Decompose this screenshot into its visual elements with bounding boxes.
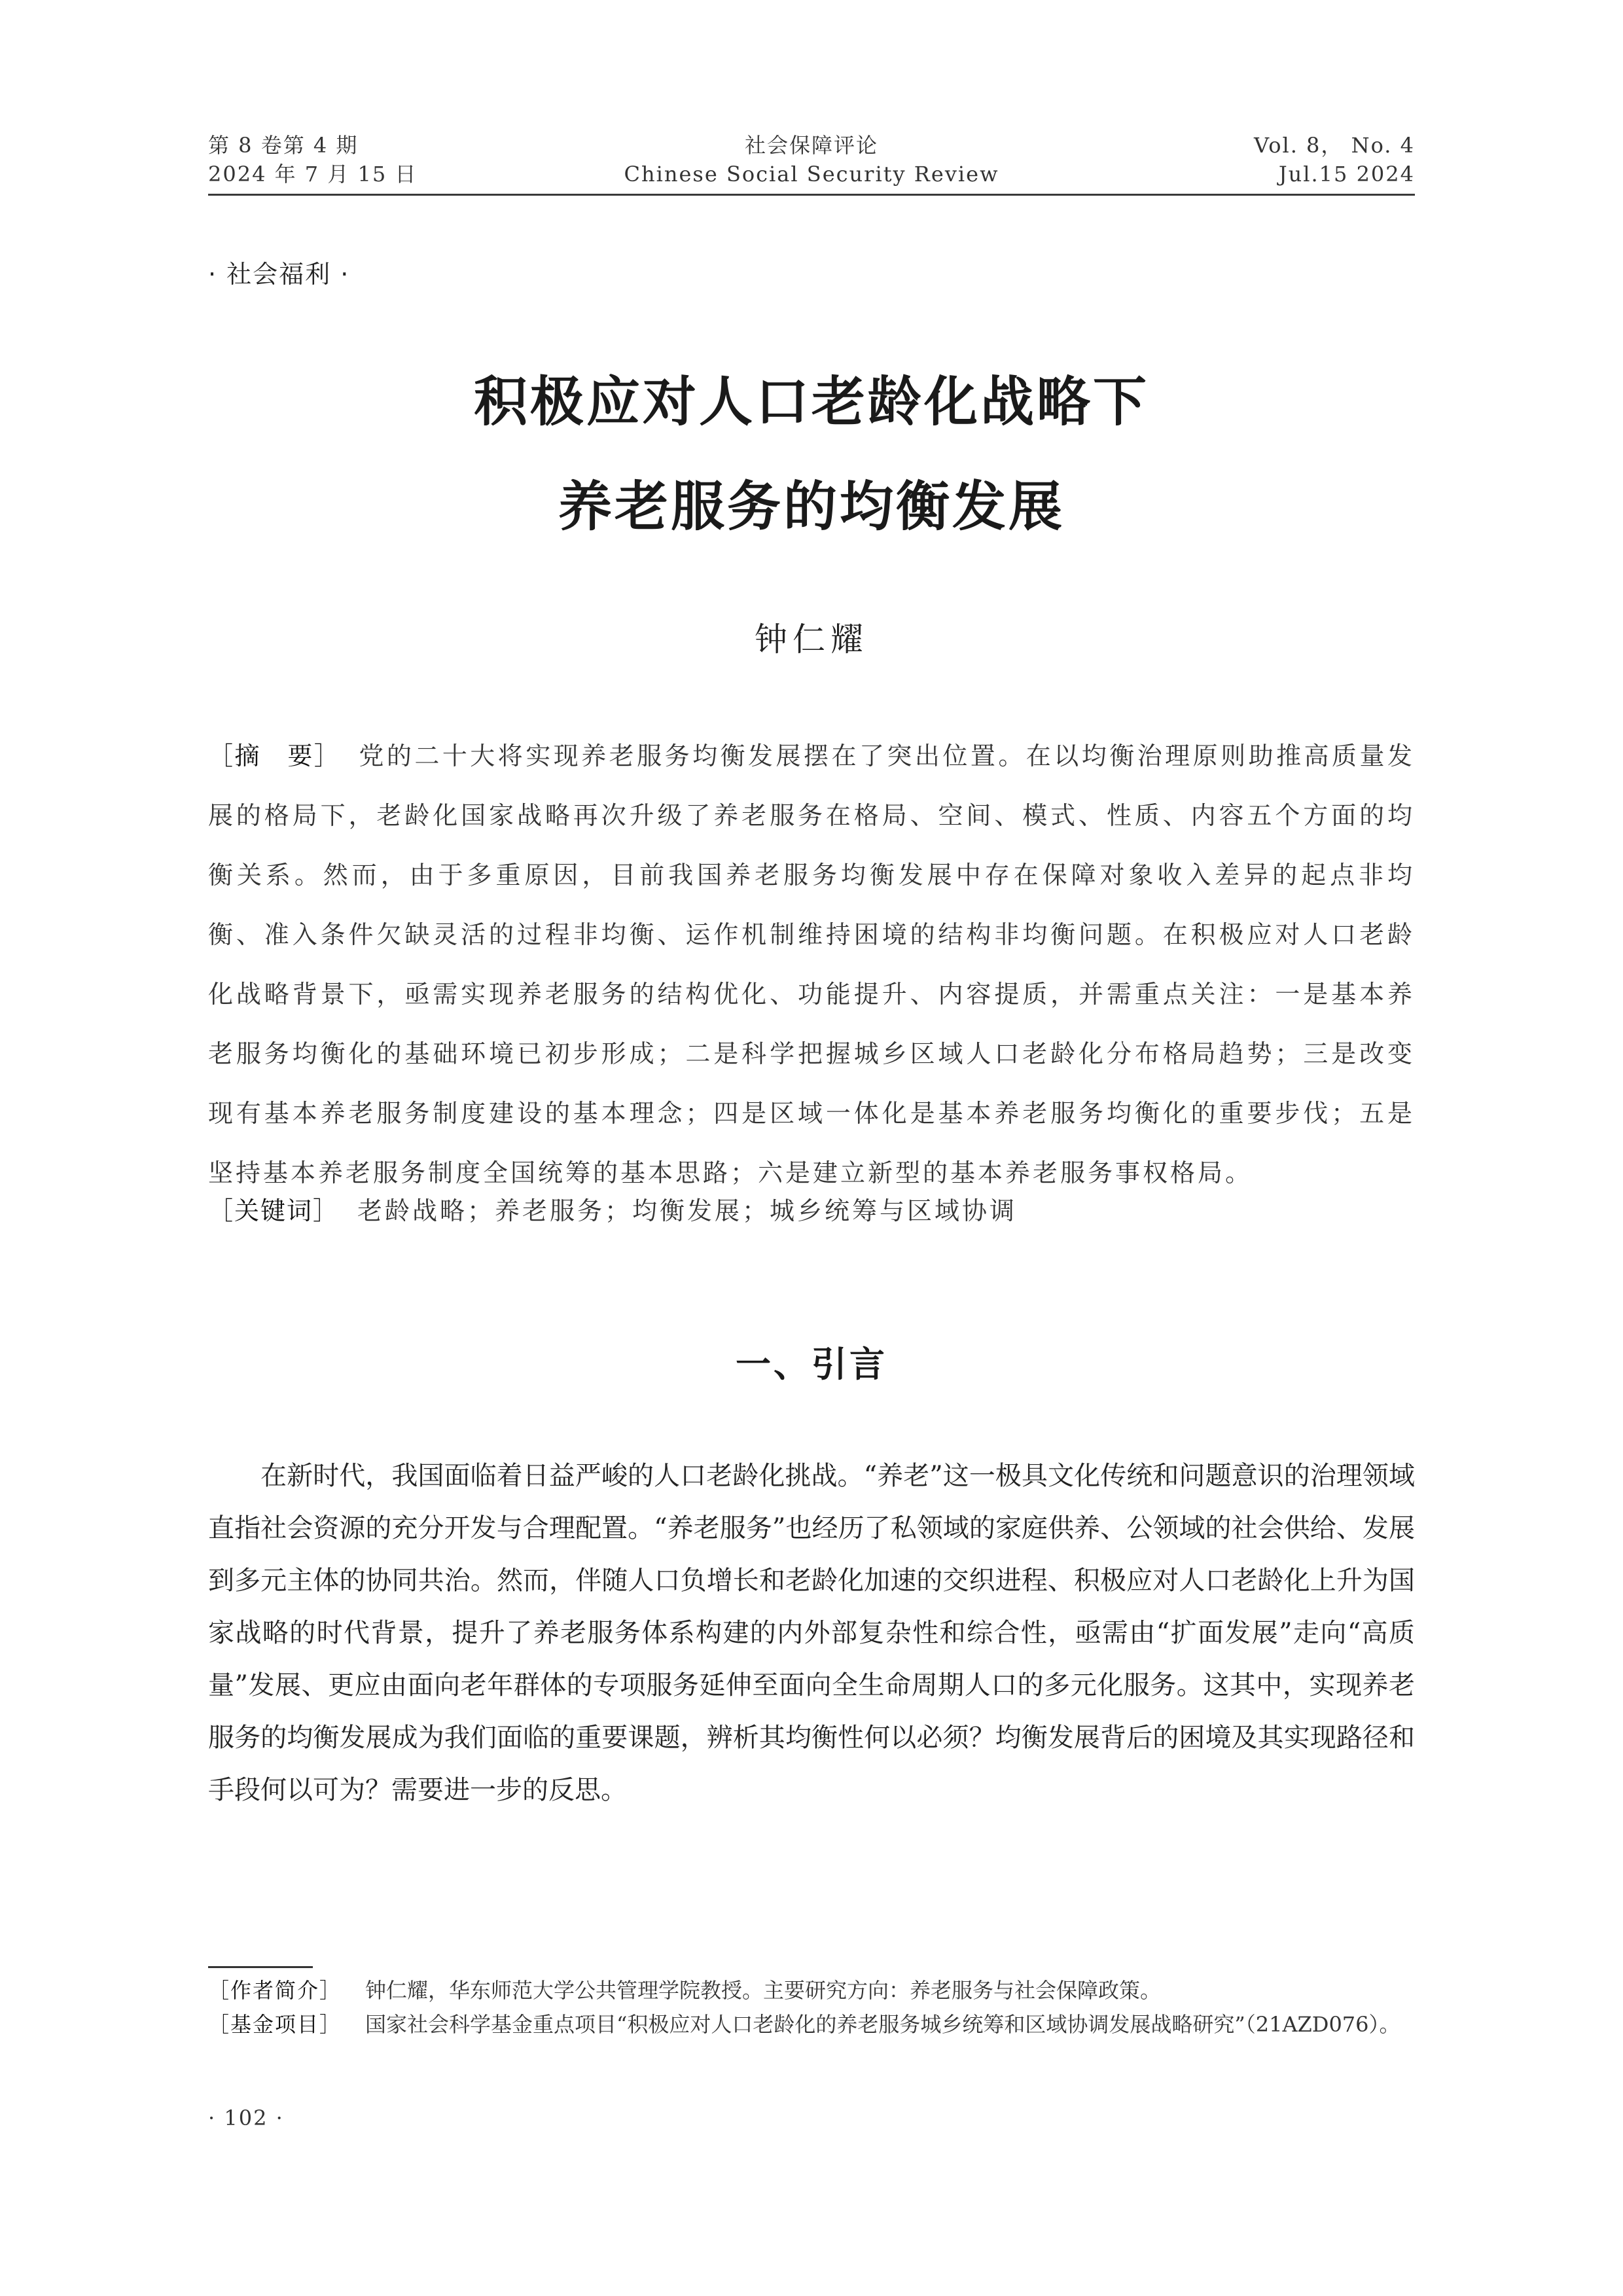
footnote-author-bio	[208, 1977, 1415, 2004]
footnote-rule	[208, 1966, 313, 1968]
keywords	[208, 1188, 1415, 1234]
abstract-text: 党的二十大将实现养老服务均衡发展摆在了突出位置。在以均衡治理原则助推高质量发展的格局下，老龄化国家战略再次升级了养老服务在格局、空间、模式、性质、内容五个方面的均衡关系。然而，由于多重原因，目前我国养老服务均衡发展中存在保障对象收入差异的起点非均衡、准入条件欠缺灵活的过程非均衡、运作机制维持困境的结构非均衡问题。在积极应对人口老龄化战略背景下，亟需实现养老服务的结构优化、功能提升、内容提质，并需重点关注：一是基本养老服务均衡化的基础环境已初步形成；二是科学把握城乡区域人口老龄化分布格局趋势；三是改变现有基本养老服务制度建设的基本理念；四是区域一体化是基本养老服务均衡化的重要步伐；五是坚持基本养老服务制度全国统筹的基本思路；六是建立新型的基本养老服务事权格局。	[208, 742, 1415, 1187]
header-rule	[208, 194, 1415, 196]
footnote-author-text: 钟仁耀，华东师范大学公共管理学院教授。主要研究方向：养老服务与社会保障政策。	[365, 1978, 1162, 2003]
journal-name-zh: 社会保障评论	[744, 133, 878, 158]
footnote-fund-text: 国家社会科学基金重点项目“积极应对人口老龄化的养老服务城乡统筹和区域协调发展战略研究”（21AZD076）。	[365, 2012, 1400, 2037]
volume-issue: 第 8 卷第 4 期	[208, 133, 359, 158]
article-title-line-2: 养老服务的均衡发展	[558, 476, 1065, 538]
body-paragraph: 在新时代，我国面临着日益严峻的人口老龄化挑战。“养老”这一极具文化传统和问题意识的治理领域直指社会资源的充分开发与合理配置。“养老服务”也经历了私领域的家庭供养、公领域的社会供给、发展到多元主体的协同共治。然而，伴随人口负增长和老龄化加速的交织进程、积极应对人口老龄化上升为国家战略的时代背景，提升了养老服务体系构建的内外部复杂性和综合性，亟需由“扩面发展”走向“高质量”发展、更应由面向老年群体的专项服务延伸至面向全生命周期人口的多元化服务。这其中，实现养老服务的均衡发展成为我们面临的重要课题，辨析其均衡性何以必须？均衡发展背后的困境及其实现路径和手段何以可为？需要进一步的反思。	[208, 1461, 1415, 1805]
journal-volume-info-en	[1254, 131, 1415, 188]
abstract	[208, 726, 1415, 1203]
page-number: · 102 ·	[208, 2106, 284, 2130]
footnote-fund-label: ［基金项目］	[208, 2012, 342, 2037]
issue-date-en: Jul.15 2024	[1278, 162, 1415, 187]
footnote-author-label: ［作者简介］	[208, 1978, 342, 2003]
volume-number-en: Vol. 8， No. 4	[1254, 133, 1415, 158]
keywords-label: ［关键词］	[208, 1196, 340, 1225]
keywords-text: 老龄战略；养老服务；均衡发展；城乡统筹与区域协调	[357, 1196, 1018, 1225]
abstract-label: ［摘 要］	[208, 742, 341, 770]
footnote-fund	[208, 2011, 1415, 2038]
article-title-line-1: 积极应对人口老龄化战略下	[473, 371, 1149, 433]
column-tag: · 社会福利 ·	[208, 260, 350, 289]
section-heading: 一、引言	[736, 1344, 887, 1385]
journal-name-en: Chinese Social Security Review	[624, 162, 999, 187]
issue-date: 2024 年 7 月 15 日	[208, 162, 418, 187]
article-author: 钟仁耀	[755, 620, 868, 658]
